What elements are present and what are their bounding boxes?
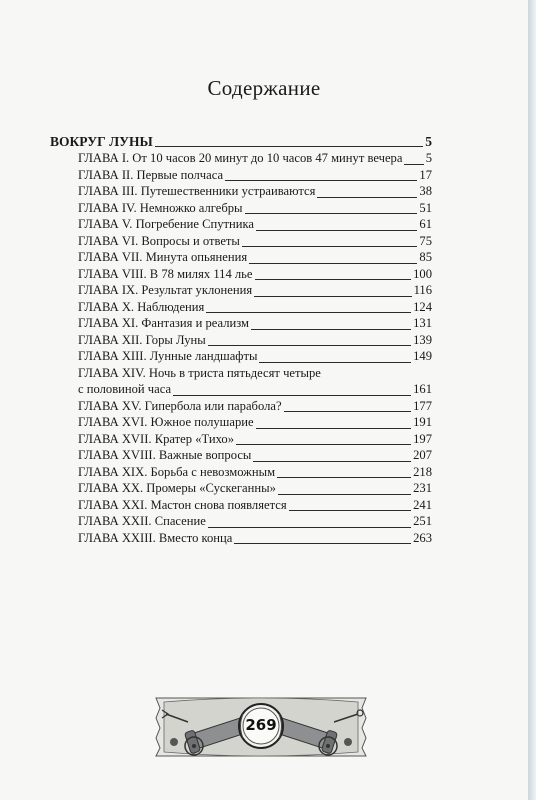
toc-chapter-row <box>50 249 432 266</box>
toc-chapter-title: ГЛАВА XVIII. Важные вопросы <box>78 448 252 462</box>
toc-chapter-page: 251 <box>413 514 432 528</box>
toc-chapter-title: ГЛАВА XV. Гипербола или парабола? <box>78 398 282 413</box>
toc-chapter-page: 17 <box>419 167 432 182</box>
toc-chapter-page: 177 <box>413 398 432 413</box>
toc-chapter-page: 131 <box>413 316 432 330</box>
toc-chapter-row <box>50 513 432 530</box>
toc-chapter-title: ГЛАВА XI. Фантазия и реализм <box>78 316 250 330</box>
toc-chapter-page: 149 <box>413 349 432 363</box>
toc-chapter-row <box>50 282 432 299</box>
toc-chapter-page: 75 <box>419 233 432 248</box>
toc-chapter-row <box>50 167 432 184</box>
toc-chapter-page: 51 <box>419 200 432 215</box>
toc-chapter-page: 263 <box>413 530 432 545</box>
toc-chapter-title: ГЛАВА I. От 10 часов 20 минут до 10 часов 47 минут вечера <box>78 151 403 165</box>
toc-section-page: 5 <box>425 134 432 149</box>
toc-chapter-row <box>50 530 432 547</box>
toc-chapter-page: 85 <box>419 250 432 264</box>
toc-chapter-row <box>50 365 432 382</box>
toc-chapter-title: ГЛАВА XIII. Лунные ландшафты <box>78 349 258 363</box>
toc-chapter-title: ГЛАВА XVI. Южное полушарие <box>78 415 254 429</box>
toc-chapter-page: 197 <box>413 431 432 446</box>
toc-chapter-title: ГЛАВА XIV. Ночь в триста пятьдесят четыре <box>78 365 321 380</box>
table-of-contents <box>50 133 432 546</box>
toc-chapter-title: ГЛАВА VIII. В 78 милях 114 лье <box>78 266 253 281</box>
toc-chapter-page: 218 <box>413 464 432 479</box>
toc-chapter-page: 191 <box>413 415 432 429</box>
toc-chapter-title: ГЛАВА IV. Немножко алгебры <box>78 200 243 215</box>
toc-chapter-title: ГЛАВА XIX. Борьба с невозможным <box>78 464 276 479</box>
toc-chapter-page: 139 <box>413 332 432 347</box>
toc-chapter-title: ГЛАВА XX. Промеры «Сускеганны» <box>78 481 276 495</box>
toc-chapter-row <box>50 348 432 365</box>
toc-chapter-page: 231 <box>413 481 432 495</box>
page-number: 269 <box>245 716 277 734</box>
toc-chapter-row <box>50 497 432 514</box>
toc-chapter-row <box>50 216 432 233</box>
toc-chapter-title: ГЛАВА III. Путешественники устраиваются <box>78 184 316 198</box>
toc-chapter-row <box>50 266 432 283</box>
toc-chapter-title: ГЛАВА II. Первые полчаса <box>78 167 224 182</box>
toc-chapter-title: ГЛАВА XXIII. Вместо конца <box>78 530 233 545</box>
page-title: Содержание <box>207 76 321 100</box>
toc-chapter-row <box>50 447 432 464</box>
toc-chapter-title: ГЛАВА XXI. Мастон снова появляется <box>78 497 287 512</box>
toc-chapter-row <box>50 480 432 497</box>
page-number-emblem <box>148 684 374 768</box>
toc-chapter-title: ГЛАВА V. Погребение Спутника <box>78 217 255 231</box>
toc-chapter-row <box>50 431 432 448</box>
toc-chapter-page: 116 <box>413 283 432 297</box>
toc-chapter-row <box>50 315 432 332</box>
toc-chapter-row <box>50 464 432 481</box>
toc-chapter-title: ГЛАВА XVII. Кратер «Тихо» <box>78 431 235 446</box>
toc-chapter-page: 61 <box>419 217 432 231</box>
toc-chapter-row <box>50 233 432 250</box>
toc-chapter-page: 124 <box>413 299 432 314</box>
toc-chapter-row <box>50 381 432 398</box>
toc-chapter-page: 161 <box>413 382 432 396</box>
toc-chapter-row <box>50 200 432 217</box>
toc-chapter-row <box>50 398 432 415</box>
toc-chapter-row <box>50 414 432 431</box>
toc-chapter-row <box>50 183 432 200</box>
page-edge <box>528 0 536 800</box>
toc-chapter-title: ГЛАВА XXII. Спасение <box>78 514 206 528</box>
toc-chapter-row <box>50 150 432 167</box>
toc-chapter-title: ГЛАВА IX. Результат уклонения <box>78 283 253 297</box>
toc-chapter-page: 100 <box>413 266 432 281</box>
toc-chapter-title: ГЛАВА XII. Горы Луны <box>78 332 206 347</box>
toc-chapter-row <box>50 299 432 316</box>
toc-chapter-title: ГЛАВА VII. Минута опьянения <box>78 250 248 264</box>
toc-chapter-page: 5 <box>425 151 432 165</box>
toc-chapter-page: 207 <box>413 448 432 462</box>
toc-section-title: ВОКРУГ ЛУНЫ <box>50 134 153 149</box>
toc-chapter-page: 38 <box>419 184 432 198</box>
toc-chapter-title: ГЛАВА VI. Вопросы и ответы <box>78 233 240 248</box>
toc-chapter-title: с половиной часа <box>78 382 172 396</box>
toc-chapter-row <box>50 332 432 349</box>
toc-chapter-title: ГЛАВА X. Наблюдения <box>78 299 205 314</box>
toc-chapter-page: 241 <box>413 497 432 512</box>
crossed-cannons-emblem-icon <box>148 684 374 768</box>
toc-section <box>50 133 432 150</box>
